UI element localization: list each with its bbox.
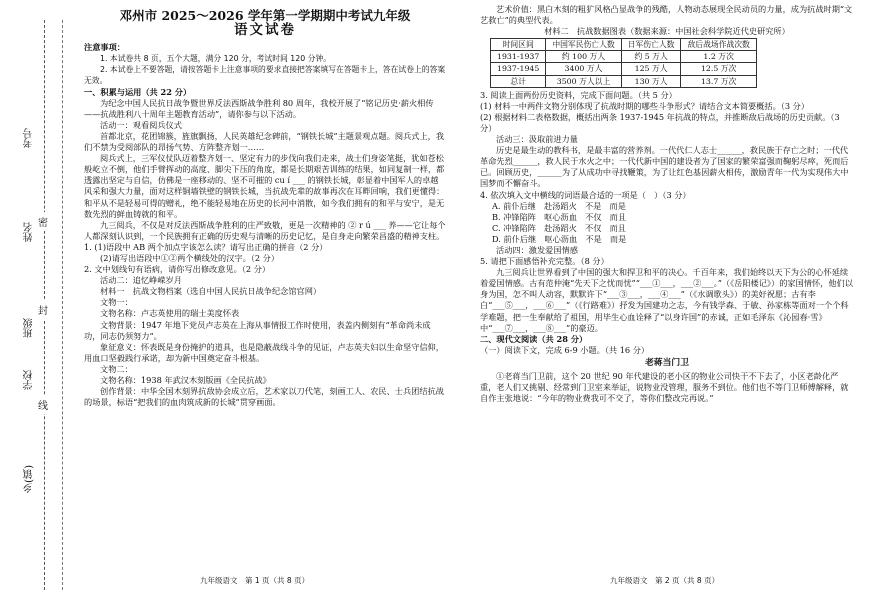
seal-mark-feng: 封 bbox=[38, 300, 48, 319]
activity-intro: 为纪念中国人民抗日战争暨世界反法西斯战争胜利 80 周年，我校开展了“铭记历史·薪火相传——抗战胜利八十周年主题教育活动”，请你参与以下活动。 bbox=[84, 97, 434, 119]
notice-2: 2. 本试卷上不要答题，请按答题卡上注意事项的要求直接把答案填写在答题卡上，答在试卷上的答案无效。 bbox=[84, 65, 446, 86]
notice-heading: 注意事项： bbox=[84, 42, 125, 53]
relic-1-name: 文物名称：卢志英使用的瑞士美度怀表 bbox=[100, 308, 240, 319]
exam-number-label: 考号 bbox=[24, 128, 35, 148]
exam-title: 邓州市 2025～2026 学年第一学期期中考试九年级 bbox=[119, 8, 411, 23]
table-cell: 约 5 万人 bbox=[621, 51, 681, 63]
question-3: 3. 阅读上面两份历史资料，完成下面问题。（共 5 分） bbox=[480, 89, 677, 100]
notice-1: 1. 本试卷共 8 页，五个大题，满分 120 分，考试时间 120 分钟。 bbox=[100, 54, 332, 64]
activity-1-heading: 活动一：观看阅兵仪式 bbox=[100, 119, 182, 130]
question-1: 1. (1)语段中 AB 两个加点字该怎么读？请写出正确的拼音（2 分） bbox=[84, 241, 328, 252]
table-row bbox=[491, 51, 757, 63]
table-header: 时间区间 bbox=[491, 39, 546, 51]
seal-mark-xian: 线 bbox=[38, 395, 48, 414]
question-2: 2. 文中划线句有语病，请你写出修改意见。（2 分） bbox=[84, 264, 271, 275]
question-5: 5. 请把下面感悟补充完整。（8 分） bbox=[480, 256, 609, 267]
page-2 bbox=[480, 0, 854, 404]
activity-3-heading: 活动三：汲取前进力量 bbox=[496, 134, 578, 145]
section-1-heading: 一、积累与运用（共 22 分） bbox=[84, 86, 192, 97]
seal-line-inner bbox=[62, 20, 63, 590]
table-header: 敌后战场作战次数 bbox=[681, 39, 756, 51]
activity-4-heading: 活动四：激发爱国情感 bbox=[496, 244, 578, 255]
section-2-heading: 二、现代文阅读（共 28 分） bbox=[480, 333, 588, 344]
table-cell: 3400 万人 bbox=[546, 63, 621, 75]
seal-mark-mi: 密 bbox=[38, 212, 48, 231]
relic-1-background: 文物背景：1947 年地下党员卢志英在上海从事情报工作时使用，表盖内侧刻有“革命尚未成功，同志仍须努力”。 bbox=[84, 319, 431, 341]
question-3-part-2: (2) 根据材料二表格数据，概括出两条 1937-1945 年抗战的特点，并推断敌后战场的历史贡献。（3 分） bbox=[480, 111, 840, 133]
table-row bbox=[491, 75, 757, 87]
option-a: A. 前仆后继 赴汤蹈火 不是 而是 bbox=[492, 200, 626, 211]
class-label: 班级 bbox=[24, 318, 35, 338]
relic-2-background: 创作背景：中华全国木刻界抗敌协会成立后，艺术家以刀代笔，刻画工人、农民、士兵团结抗战的场景，标语“把我们的血肉筑成新的长城”贯穿画面。 bbox=[84, 386, 444, 408]
question-4: 4. 依次填入文中横线的词语最合适的一项是（ ）（3 分） bbox=[480, 189, 691, 200]
question-5-passage: 九三阅兵让世界看到了中国的强大和捍卫和平的决心。千百年来，我们始终以天下为公的心怀延续着爱国情感。古有范仲淹“先天下之忧而忧”“___①___，___②___。”（《岳阳楼记》）的家国情怀，他们以身为国，怎不叫人动容，默默许下“___③___，___④___”（《水调歌头》）的美好祝愿；古有李白“___⑤___，___⑥___”（《行路难》）抒发为国建功之志，今有钱学森、于敏、孙家栋等面对一个个科学难题，把一生奉献给了祖国，用毕生心血诠释了“以身许国”的赤诚，正如毛泽东《沁园春·雪》中“___⑦___，___⑧___”的豪迈。 bbox=[480, 267, 853, 333]
relic-2-label: 文物二： bbox=[100, 363, 133, 374]
passage-para-3: 九三阅兵，不仅是对反法西斯战争胜利的庄严致敬，更是一次精神的 ② r ú ___ 养——它让每个人都深刻认识到，一个民族拥有正确的历史观与清晰的历史记忆，是自身走向繁荣昌盛的精神支柱。 bbox=[84, 219, 446, 241]
question-3-part-1: (1) 材料一中两件文物分别体现了抗战时期的哪些斗争形式？请结合文本简要概括。（3 分） bbox=[480, 100, 810, 111]
table-cell: 1937-1945 bbox=[491, 63, 546, 75]
relic-2-name: 文物名称：1938 年武汉木刻版画《全民抗战》 bbox=[100, 375, 271, 385]
exam-subtitle: 语文试卷 bbox=[234, 22, 296, 39]
binding-margin bbox=[0, 0, 70, 615]
page-1 bbox=[84, 0, 446, 408]
page-1-footer: 九年级语文 第 1 页（共 8 页） bbox=[200, 576, 310, 585]
school-label: 学校 bbox=[24, 370, 35, 390]
data-table bbox=[490, 38, 757, 87]
reading-1-instruction: （一）阅读下文，完成 6-9 小题。（共 16 分） bbox=[480, 344, 650, 355]
table-cell: 约 100 万人 bbox=[546, 51, 621, 63]
table-cell: 12.5 万次 bbox=[681, 63, 756, 75]
relic-1-meaning: 象征意义：怀表既是身份掩护的道具，也是隐蔽战线斗争的见证，卢志英夫妇以生命坚守信仰，用血口坚毅践行承诺，却为新中国奠定奋斗根基。 bbox=[84, 341, 444, 363]
art-value: 艺术价值：黑白木刻的粗犷风格凸显战争的残酷，人物动态展现全民动员的力量，成为抗战时期“文艺救亡”的典型代表。 bbox=[480, 4, 853, 26]
option-c: C. 冲锋陷阵 赴汤蹈火 不仅 而且 bbox=[492, 222, 626, 233]
table-row bbox=[491, 63, 757, 75]
activity-2-heading: 活动二：追忆峥嵘岁月 bbox=[100, 275, 182, 286]
question-1-part-2: (2)请写出语段中①②两个横线处的汉字。（2 分） bbox=[100, 252, 280, 263]
table-cell: 130 万人 bbox=[621, 75, 681, 87]
table-cell: 1931-1937 bbox=[491, 51, 546, 63]
material-1-title: 材料一 抗战文物档案（选自中国人民抗日战争纪念馆官网） bbox=[100, 286, 322, 297]
story-para-1: ①老蒋当门卫前，这个 20 世纪 90 年代建设的老小区的物业公司快干不下去了，小区老龄化严重，老人们又挑剔、经常到门卫室来举证，说物业没管理，服务不到位。他们也不等门卫师傅解释，就自作主张地说：“今年的物业费我可不交了，等你们整改完再说。” bbox=[480, 371, 849, 404]
activity-3-passage: 历史是最生动的教科书，是最丰富的营养剂。一代代仁人志士______，救民族于存亡之时；一代代革命先烈______，救人民于水火之中；一代代新中国的建设者为了国家的繁荣富强而鞠躬尽瘁，死而后已。回顾历史，______为了从成功中寻找鞭策，为了让红色基因薪火相传，激励青年一代为实现伟大中国梦而不懈奋斗。 bbox=[480, 145, 849, 189]
page-2-footer: 九年级语文 第 2 页（共 8 页） bbox=[610, 576, 720, 585]
option-d: D. 前仆后继 呕心沥血 不是 而是 bbox=[492, 233, 627, 244]
name-label: 姓名 bbox=[24, 222, 35, 242]
table-cell: 3500 万人以上 bbox=[546, 75, 621, 87]
table-cell: 13.7 万次 bbox=[681, 75, 756, 87]
passage-para-2: 阅兵式上，三军仪仗队迈着整齐划一、坚定有力的步伐向我们走来，战士们身姿笔挺，犹如苍松般屹立不倒，他们手臂挥动的高度、脚尖下压的角度，都是长期艰苦训练的结果，如同复制一样，都透露出坚定与自信，仿佛是一座移动的、坚不可摧的 cu í ___ 的钢铁长城，彰显着中国军人的卓越风采和强大力量，面对这样铜墙铁壁的钢铁长城，当抗战先辈的故事再次在耳畔回响，我们更懂得：和平从不是轻易可得的赠礼，绝不能轻易地在历史的长河中消散，如今我们拥有的和平与安宁，是无数先烈的鲜血铸就的和平。 bbox=[84, 153, 445, 219]
table-cell: 125 万人 bbox=[621, 63, 681, 75]
passage-para-1: 首都北京，花团锦簇，旌旗飘扬，人民英雄纪念碑前，“钢铁长城”主题景观点题。阅兵式上，我们不禁为受阅部队的昂扬气势、方阵整齐划一…… bbox=[84, 130, 445, 153]
table-header: 日军伤亡人数 bbox=[621, 39, 681, 51]
table-header: 中国军民伤亡人数 bbox=[546, 39, 621, 51]
story-title: 老蒋当门卫 bbox=[645, 357, 689, 368]
town-label: 乡(镇) bbox=[24, 465, 35, 493]
option-b: B. 冲锋陷阵 呕心沥血 不仅 而且 bbox=[492, 211, 627, 222]
table-cell: 总计 bbox=[491, 75, 546, 87]
table-cell: 1.2 万次 bbox=[681, 51, 756, 63]
material-2-title: 材料二 抗战数据图表（数据来源：中国社会科学院近代史研究所） bbox=[544, 26, 790, 37]
relic-1-label: 文物一： bbox=[100, 297, 133, 308]
